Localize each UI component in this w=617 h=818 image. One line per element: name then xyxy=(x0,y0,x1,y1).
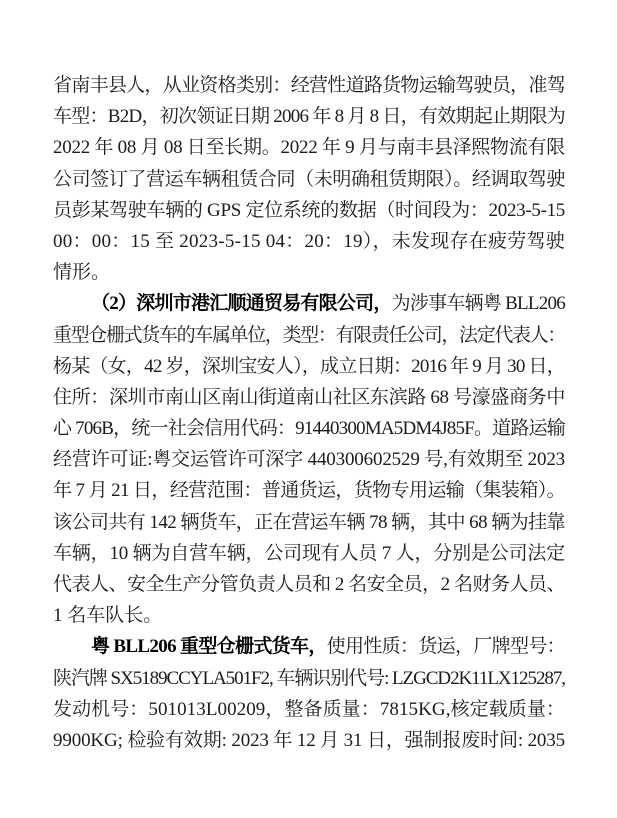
emphasis-text: （2）深圳市港汇顺通贸易有限公司， xyxy=(91,293,392,315)
text-line-content xyxy=(91,293,565,314)
body-text: 经营许可证:粤交运管许可深字 440300602529 号,有效期至 2023 xyxy=(53,449,565,471)
text-line xyxy=(53,538,565,569)
body-text: 公司签订了营运车辆租赁合同（未明确租赁期限）。经调取驾驶 xyxy=(53,168,565,190)
text-line-content xyxy=(53,325,565,346)
body-text: 员彭某驾驶车辆的 GPS 定位系统的数据（时间段为：2023-5-15 xyxy=(53,199,565,221)
text-line-content xyxy=(53,387,565,408)
text-line xyxy=(53,226,565,257)
body-text: 陕汽牌 SX5189CCYLA501F2, 车辆识别代号: LZGCD2K11LX125287, xyxy=(53,667,565,689)
body-text: 年 7 月 21 日，经营范围：普通货运，货物专用运输（集装箱）。 xyxy=(53,480,565,502)
body-text: 住所：深圳市南山区南山街道南山社区东滨路 68 号濠盛商务中 xyxy=(53,386,565,408)
text-line-content xyxy=(53,512,565,533)
body-text: 杨某（女，42 岁，深圳宝安人），成立日期：2016 年 9 月 30 日， xyxy=(53,355,565,377)
text-line-content xyxy=(53,75,565,96)
body-text: 为涉事车辆粤 BLL206 xyxy=(391,293,565,315)
text-line xyxy=(53,444,565,475)
text-line xyxy=(53,101,565,132)
text-line xyxy=(53,132,565,163)
text-line xyxy=(53,288,565,319)
text-line xyxy=(53,725,565,756)
body-text: 心 706B，统一社会信用代码：91440300MA5DM4J85F。道路运输 xyxy=(53,418,565,440)
body-text: 9900KG; 检验有效期: 2023 年 12 月 31 日，强制报废时间: 2035 xyxy=(53,729,565,751)
text-line-content xyxy=(53,449,565,470)
text-line xyxy=(53,507,565,538)
text-line xyxy=(53,382,565,413)
body-text: 使用性质：货运，厂牌型号： xyxy=(326,636,565,658)
text-line-content xyxy=(53,418,565,439)
text-line xyxy=(53,413,565,444)
text-line-content xyxy=(53,668,565,689)
body-text: 车型：B2D，初次领证日期 2006 年 8 月 8 日，有效期起止期限为 xyxy=(53,106,565,128)
text-line-content xyxy=(91,636,565,657)
text-line xyxy=(53,164,565,195)
body-text: 发动机号：501013L00209，整备质量：7815KG,核定载质量： xyxy=(53,698,565,720)
text-line-content xyxy=(53,137,565,158)
text-line xyxy=(53,475,565,506)
text-line-content xyxy=(53,574,565,595)
text-line-content xyxy=(53,543,565,564)
text-line xyxy=(53,663,565,694)
text-line xyxy=(53,320,565,351)
emphasis-text: 粤 BLL206 重型仓栅式货车， xyxy=(91,636,327,658)
body-text: 00：00：15 至 2023-5-15 04：20：19），未发现存在疲劳驾驶 xyxy=(53,230,565,252)
text-line xyxy=(53,195,565,226)
text-line xyxy=(53,569,565,600)
text-line-content xyxy=(53,231,565,252)
text-line xyxy=(53,257,565,288)
text-line-content xyxy=(53,169,565,190)
text-line-content xyxy=(53,200,565,221)
body-text: 情形。 xyxy=(53,262,111,284)
body-text: 该公司共有 142 辆货车，正在营运车辆 78 辆，其中 68 辆为挂靠 xyxy=(53,511,565,533)
text-line xyxy=(53,631,565,662)
body-text: 省南丰县人，从业资格类别：经营性道路货物运输驾驶员，准驾 xyxy=(53,75,565,96)
text-line-content xyxy=(53,605,162,626)
body-text: 1 名车队长。 xyxy=(53,605,163,627)
body-text: 车辆，10 辆为自营车辆，公司现有人员 7 人，分别是公司法定 xyxy=(53,542,565,564)
text-line xyxy=(53,351,565,382)
text-line-content xyxy=(53,106,565,127)
body-text: 重型仓栅式货车的车属单位，类型：有限责任公司，法定代表人： xyxy=(53,324,565,346)
text-line-content xyxy=(53,699,565,720)
body-text: 2022 年 08 月 08 日至长期。2022 年 9 月与南丰县泽熙物流有限 xyxy=(53,137,565,159)
text-line-content xyxy=(53,480,565,501)
text-line xyxy=(53,600,565,631)
document-text xyxy=(53,70,565,756)
body-text: 代表人、安全生产分管负责人员和 2 名安全员，2 名财务人员、 xyxy=(53,574,565,595)
text-line-content xyxy=(53,730,565,751)
text-line xyxy=(53,70,565,101)
text-line xyxy=(53,694,565,725)
text-line-content xyxy=(53,262,110,283)
text-line-content xyxy=(53,356,565,377)
